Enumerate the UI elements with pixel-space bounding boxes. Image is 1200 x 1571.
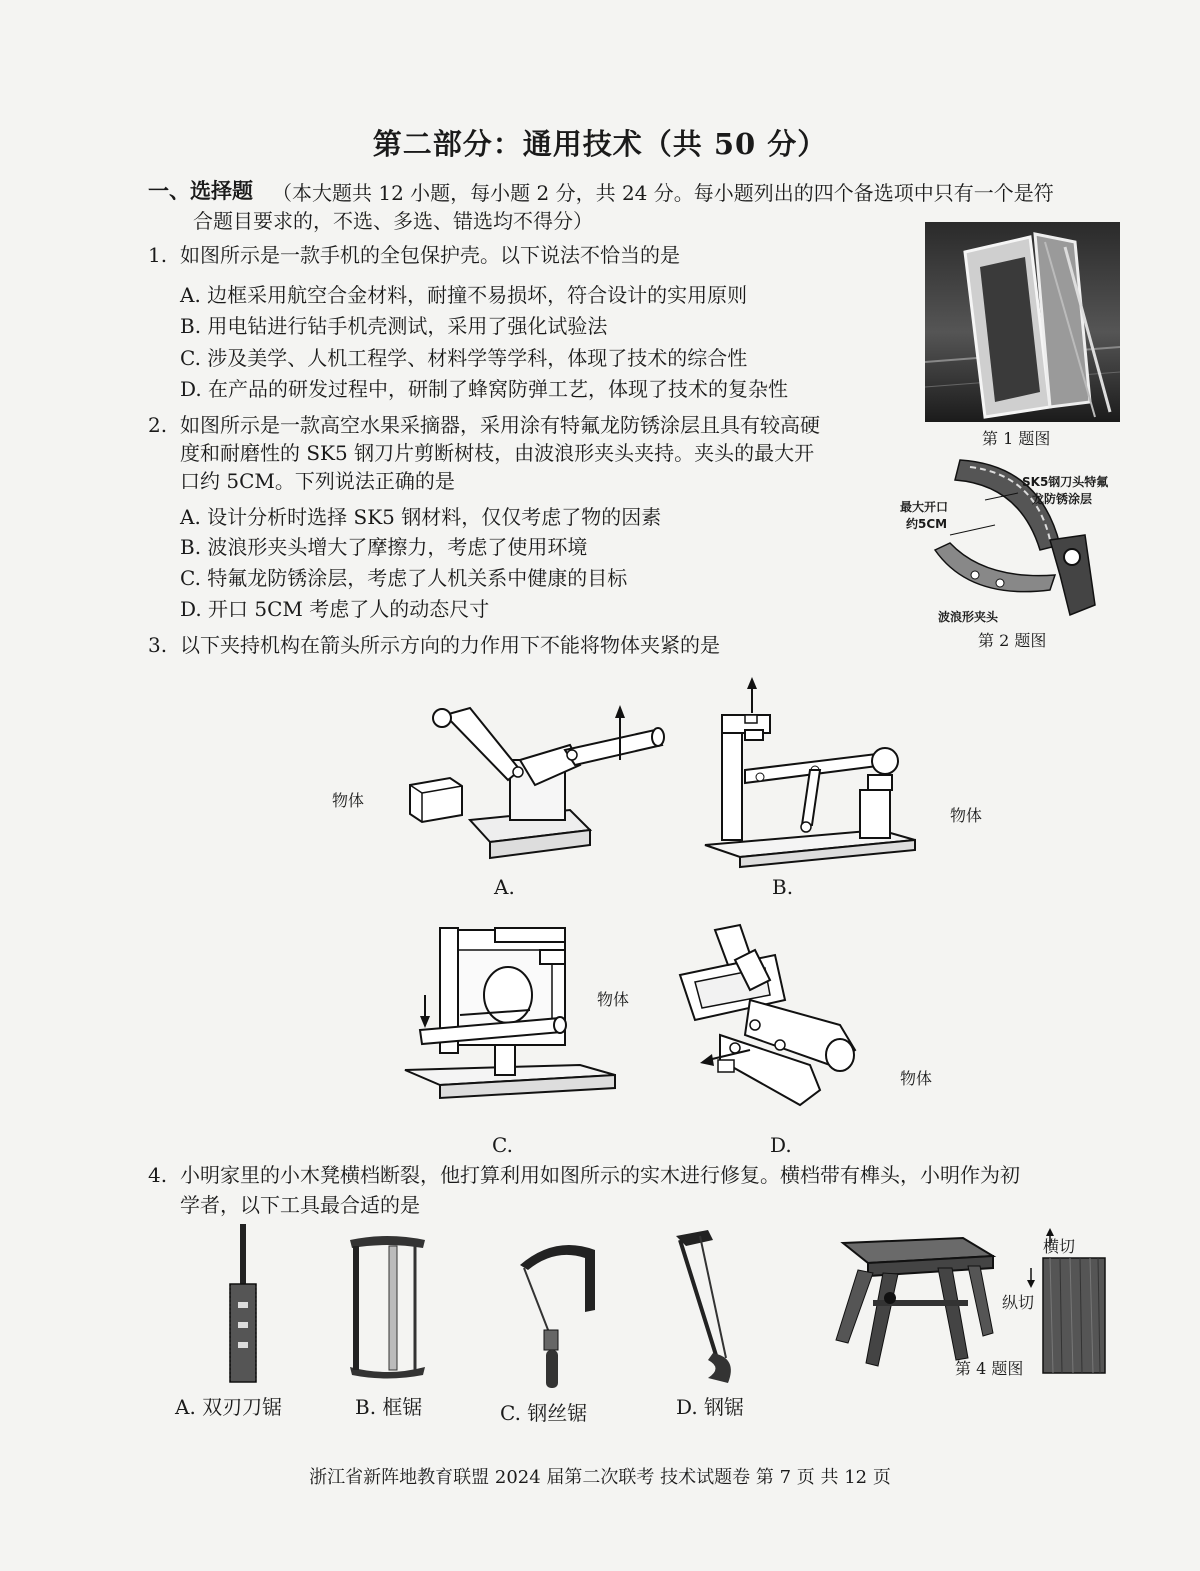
q2-label-opening-1: 最大开口 — [900, 500, 949, 514]
q3-d-object-label: 物体 — [900, 1069, 933, 1088]
q4-tool-c-figure — [510, 1240, 605, 1390]
q1-stem: 如图所示是一款手机的全包保护壳。以下说法不恰当的是 — [180, 243, 680, 267]
q4-stem-line2: 学者，以下工具最合适的是 — [180, 1193, 420, 1217]
q3-option-b-label: B. — [772, 875, 794, 899]
q4-figure-caption: 第 4 题图 — [955, 1359, 1024, 1378]
q3-figure-b — [700, 675, 930, 870]
q3-stem: 以下夹持机构在箭头所示方向的力作用下不能将物体夹紧的是 — [180, 633, 720, 657]
q1-figure-phone-case — [925, 222, 1120, 422]
q1-figure-caption: 第 1 题图 — [982, 429, 1051, 448]
q2-label-blade-1: SK5钢刀头特氟 — [1022, 475, 1109, 489]
section-heading: 一、选择题 — [148, 178, 253, 203]
q3-option-c-label: C. — [492, 1133, 513, 1157]
q2-figure-caption: 第 2 题图 — [978, 631, 1047, 650]
q1-option-a: A. 边框采用航空合金材料，耐撞不易损坏，符合设计的实用原则 — [180, 283, 748, 307]
q2-stem-line2: 度和耐磨性的 SK5 钢刀片剪断树枝，由波浪形夹头夹持。夹头的最大开 — [180, 441, 815, 465]
q4-tool-a-label: A. 双刃刀锯 — [175, 1395, 283, 1419]
page-footer: 浙江省新阵地教育联盟 2024 届第二次联考 技术试题卷 第 7 页 共 12 页 — [309, 1467, 891, 1488]
q2-option-a: A. 设计分析时选择 SK5 钢材料，仅仅考虑了物的因素 — [180, 505, 662, 529]
section-instruction-line1: （本大题共 12 小题，每小题 2 分，共 24 分。每小题列出的四个备选项中只有一个是符 — [272, 181, 1054, 205]
q2-option-b: B. 波浪形夹头增大了摩擦力，考虑了使用环境 — [180, 535, 588, 559]
q1-option-d: D. 在产品的研发过程中，研制了蜂窝防弹工艺，体现了技术的复杂性 — [180, 377, 789, 401]
q4-stool-figure — [828, 1228, 998, 1368]
q4-tool-a-figure — [218, 1222, 268, 1387]
q4-tool-d-label: D. 钢锯 — [676, 1395, 745, 1419]
q4-tool-b-label: B. 框锯 — [355, 1395, 423, 1419]
q2-option-c: C. 特氟龙防锈涂层，考虑了人机关系中健康的目标 — [180, 566, 628, 590]
q3-number: 3. — [148, 633, 168, 657]
q3-c-object-label: 物体 — [597, 990, 630, 1009]
q2-label-opening-2: 约5CM — [906, 517, 948, 531]
q3-figure-a — [400, 690, 680, 870]
q2-option-d: D. 开口 5CM 考虑了人的动态尺寸 — [180, 597, 490, 621]
q1-option-b: B. 用电钻进行钻手机壳测试，采用了强化试验法 — [180, 314, 608, 338]
q3-figure-c — [400, 920, 620, 1105]
q4-rip-cut-label: 纵切 — [1002, 1293, 1035, 1312]
section-instruction-line2: 合题目要求的，不选、多选、错选均不得分） — [193, 209, 593, 233]
q3-option-d-label: D. — [770, 1133, 792, 1157]
q4-tool-b-figure — [345, 1232, 430, 1382]
q2-stem-line3: 口约 5CM。下列说法正确的是 — [180, 469, 455, 493]
q4-cross-cut-label: 横切 — [1043, 1237, 1076, 1256]
q4-tool-d-figure — [668, 1228, 738, 1388]
page-title: 第二部分：通用技术（共 50 分） — [372, 127, 828, 161]
q2-number: 2. — [148, 413, 168, 437]
q3-a-object-label: 物体 — [332, 791, 365, 810]
q2-label-jaw: 波浪形夹头 — [938, 610, 999, 624]
q3-option-a-label: A. — [494, 875, 515, 899]
q3-figure-d — [660, 920, 880, 1115]
q3-b-object-label: 物体 — [950, 806, 983, 825]
q2-label-blade-2: 龙防锈涂层 — [1032, 492, 1093, 506]
q4-stem-line1: 小明家里的小木凳横档断裂，他打算利用如图所示的实木进行修复。横档带有榫头，小明作为初 — [180, 1163, 1020, 1187]
q4-tool-c-label: C. 钢丝锯 — [500, 1401, 588, 1425]
q2-stem-line1: 如图所示是一款高空水果采摘器，采用涂有特氟龙防锈涂层且具有较高硬 — [180, 413, 820, 437]
q1-number: 1. — [148, 243, 168, 267]
q4-number: 4. — [148, 1163, 168, 1187]
q1-option-c: C. 涉及美学、人机工程学、材料学等学科，体现了技术的综合性 — [180, 346, 748, 370]
